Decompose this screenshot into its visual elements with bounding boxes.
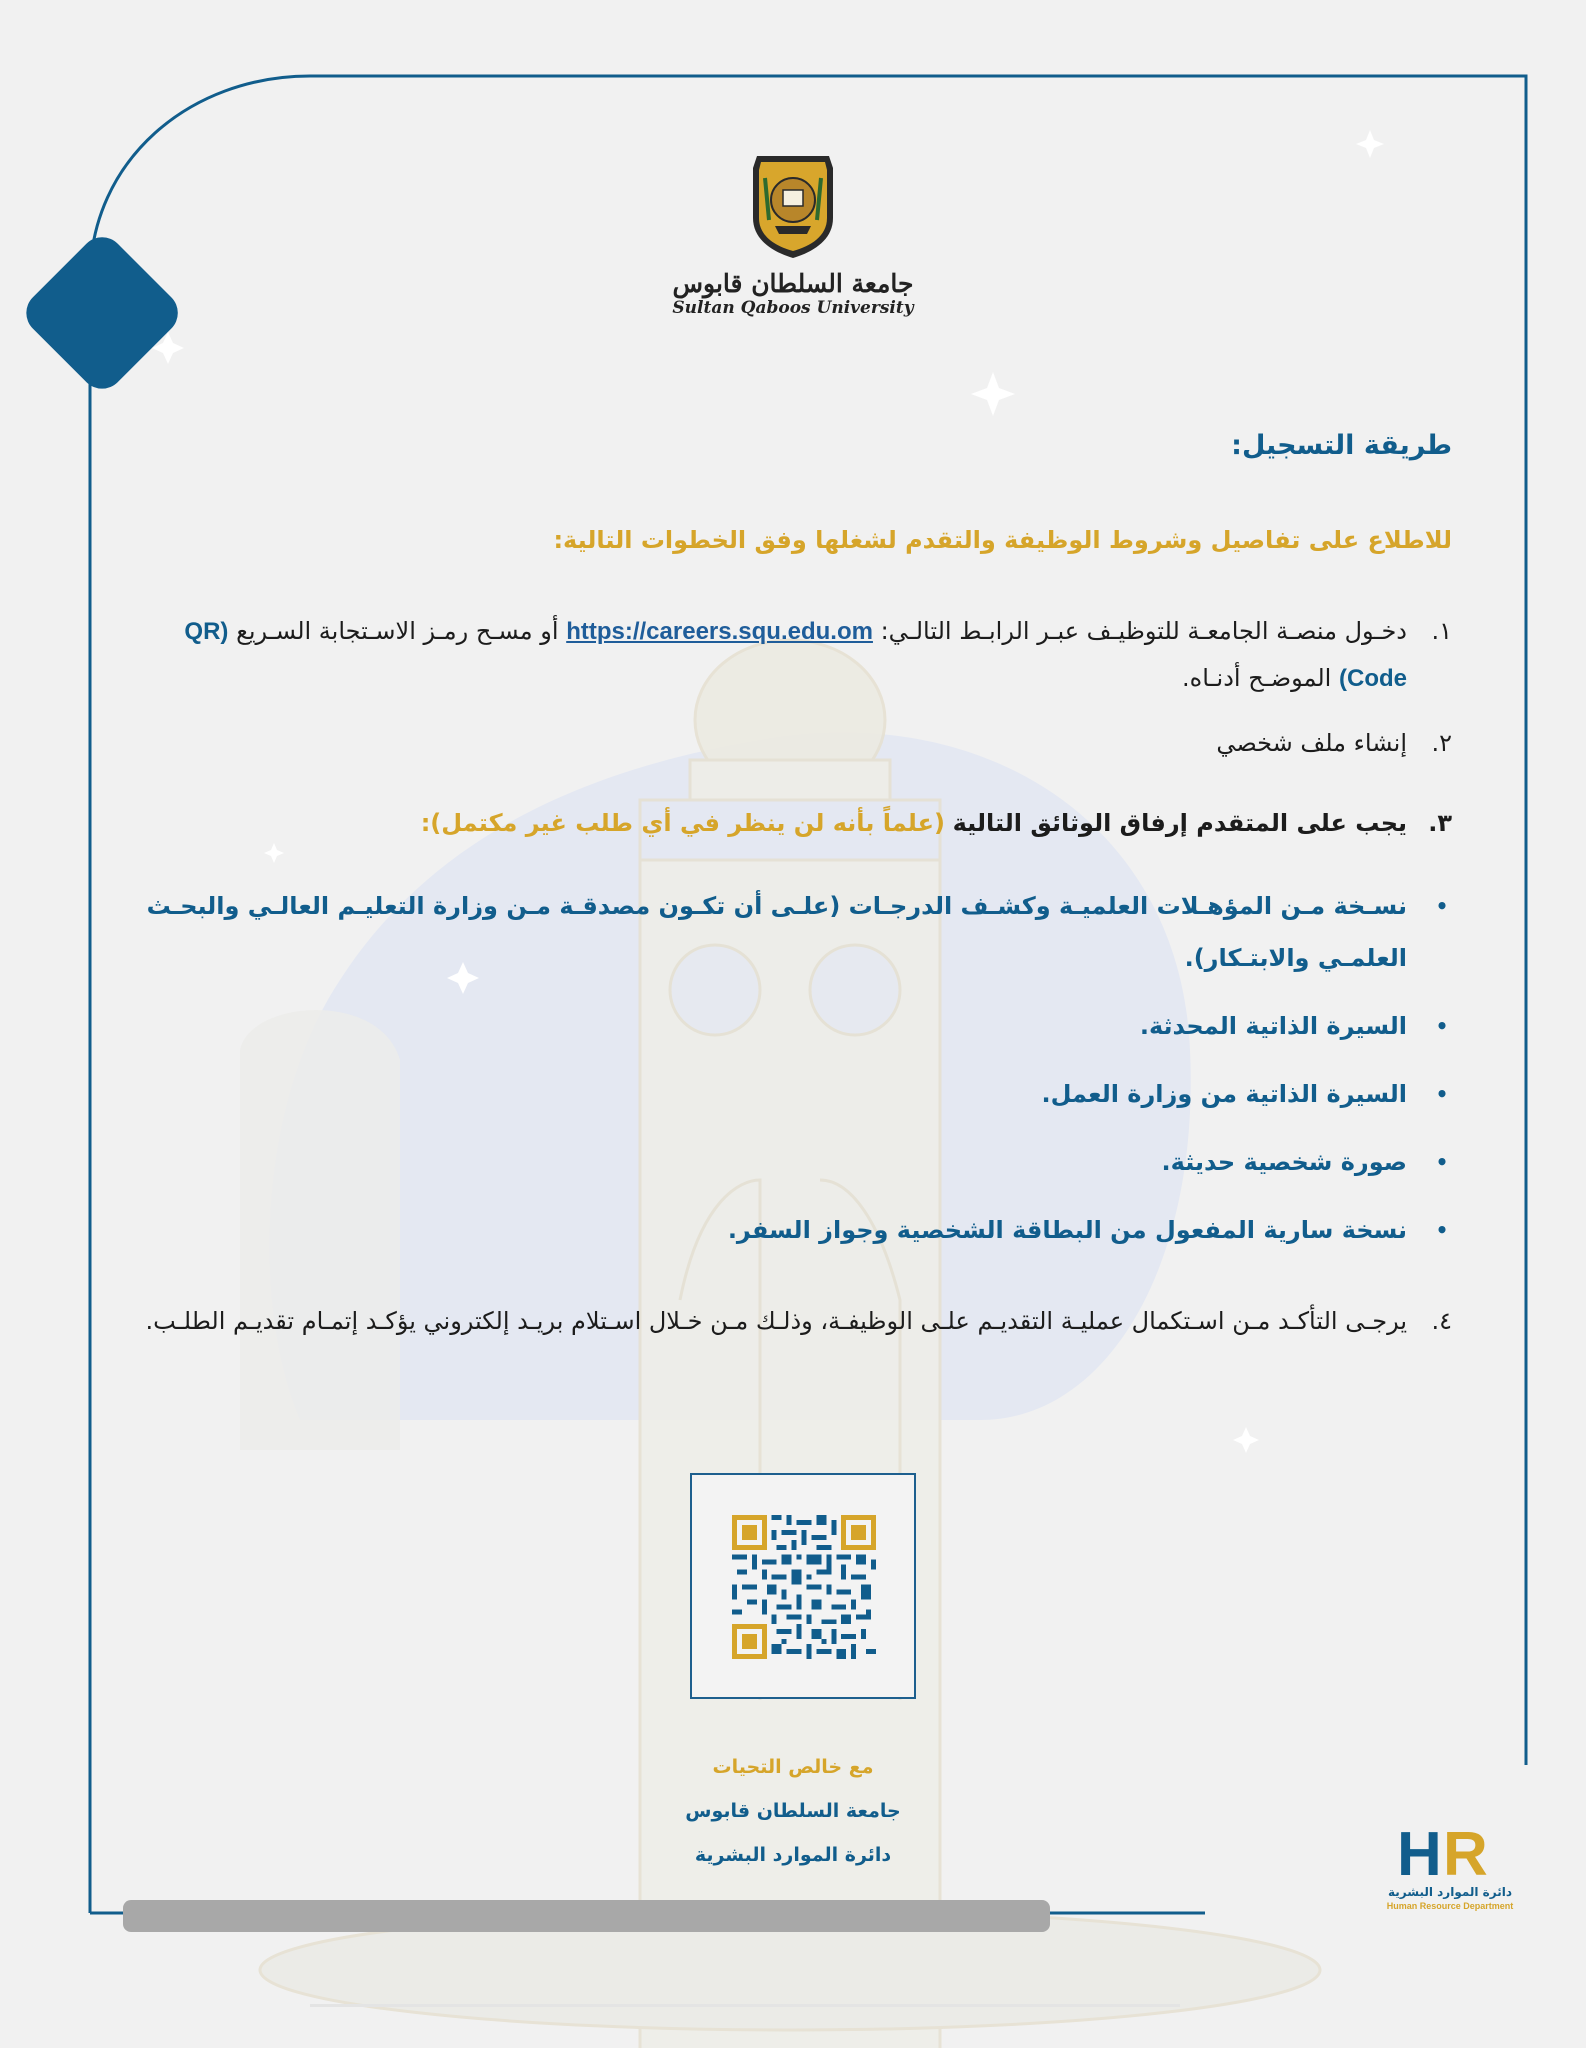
signature-university: جامعة السلطان قابوس — [685, 1800, 901, 1822]
step-3-text: يجب على المتقدم إرفاق الوثائق التالية — [952, 809, 1407, 837]
bullet-icon: • — [1435, 1218, 1449, 1242]
step-1-middle: أو مسـح رمـز الاسـتجابة السـريع — [236, 617, 559, 645]
step-number: ٢. — [1431, 729, 1452, 757]
bullet-icon: • — [1435, 1014, 1449, 1038]
list-item — [132, 1136, 1452, 1188]
hr-logo-icon — [1395, 1820, 1505, 1880]
list-item — [132, 1068, 1452, 1120]
signature-block — [593, 1745, 993, 1877]
bullet-icon: • — [1435, 894, 1449, 918]
qr-code-icon[interactable] — [732, 1515, 876, 1659]
step-4 — [132, 1298, 1452, 1344]
svg-text:H: H — [1397, 1820, 1442, 1880]
hr-dept-name-ar: دائرة الموارد البشرية — [1387, 1885, 1513, 1899]
bottom-bar — [123, 1900, 1050, 1932]
document-item-text: السيرة الذاتية المحدثة. — [1139, 1012, 1407, 1040]
step-2 — [132, 720, 1452, 766]
step-1 — [132, 608, 1452, 702]
university-logo — [643, 148, 943, 338]
bullet-icon: • — [1435, 1082, 1449, 1106]
document-item-text: نسخة سارية المفعول من البطاقة الشخصية وجواز السفر. — [727, 1216, 1407, 1244]
careers-link[interactable]: https://careers.squ.edu.om — [566, 618, 873, 645]
qr-code-frame — [690, 1473, 916, 1699]
document-item-text: صورة شخصية حديثة. — [1161, 1148, 1407, 1176]
svg-text:R: R — [1443, 1820, 1488, 1880]
registration-heading: طريقة التسجيل: — [1231, 430, 1452, 461]
bullet-icon: • — [1435, 1150, 1449, 1174]
step-1-prefix: دخـول منصـة الجامعـة للتوظيـف عبـر الرابـط التالـي: — [880, 617, 1407, 645]
diamond-ornament — [17, 228, 187, 398]
qr-code-label: (QR Code) — [184, 618, 1407, 692]
step-3-note: (علماً بأنه لن ينظر في أي طلب غير مكتمل): — [420, 809, 945, 837]
university-emblem-icon — [747, 148, 839, 260]
list-item — [132, 1000, 1452, 1052]
step-3 — [132, 800, 1452, 846]
university-name-en: Sultan Qaboos University — [672, 298, 914, 318]
step-number: ٤. — [1431, 1307, 1452, 1335]
step-number: ٣. — [1428, 809, 1452, 837]
hr-dept-name-en: Human Resource Department — [1386, 1901, 1514, 1911]
intro-text: للاطلاع على تفاصيل وشروط الوظيفة والتقدم لشغلها وفق الخطوات التالية: — [553, 526, 1452, 554]
step-2-text: إنشاء ملف شخصي — [1216, 729, 1407, 757]
step-4-text: يرجـى التأكـد مـن اسـتكمال عمليـة التقديـم علـى الوظيفـة، وذلـك مـن خـلال اسـتلام بريـد إلكتروني يؤكـد إتمـام تقديـم الطلـب. — [145, 1307, 1407, 1335]
required-documents-list — [132, 880, 1452, 1272]
list-item — [132, 1204, 1452, 1256]
university-name-ar: جامعة السلطان قابوس — [672, 269, 914, 298]
list-item — [132, 880, 1452, 984]
hr-department-logo — [1370, 1820, 1530, 1920]
signature-greeting: مع خالص التحيات — [712, 1756, 874, 1778]
document-item-text: السيرة الذاتية من وزارة العمل. — [1041, 1080, 1407, 1108]
step-number: ١. — [1431, 617, 1452, 645]
step-1-suffix: الموضـح أدنـاه. — [1181, 664, 1332, 692]
signature-department: دائرة الموارد البشرية — [694, 1844, 892, 1866]
document-item-text: نسـخة مـن المؤهـلات العلميـة وكشـف الدرجـات (علـى أن تكـون مصدقـة مـن وزارة التعليـم العالـي والبحـث العلمـي والابتـكار). — [146, 892, 1407, 972]
